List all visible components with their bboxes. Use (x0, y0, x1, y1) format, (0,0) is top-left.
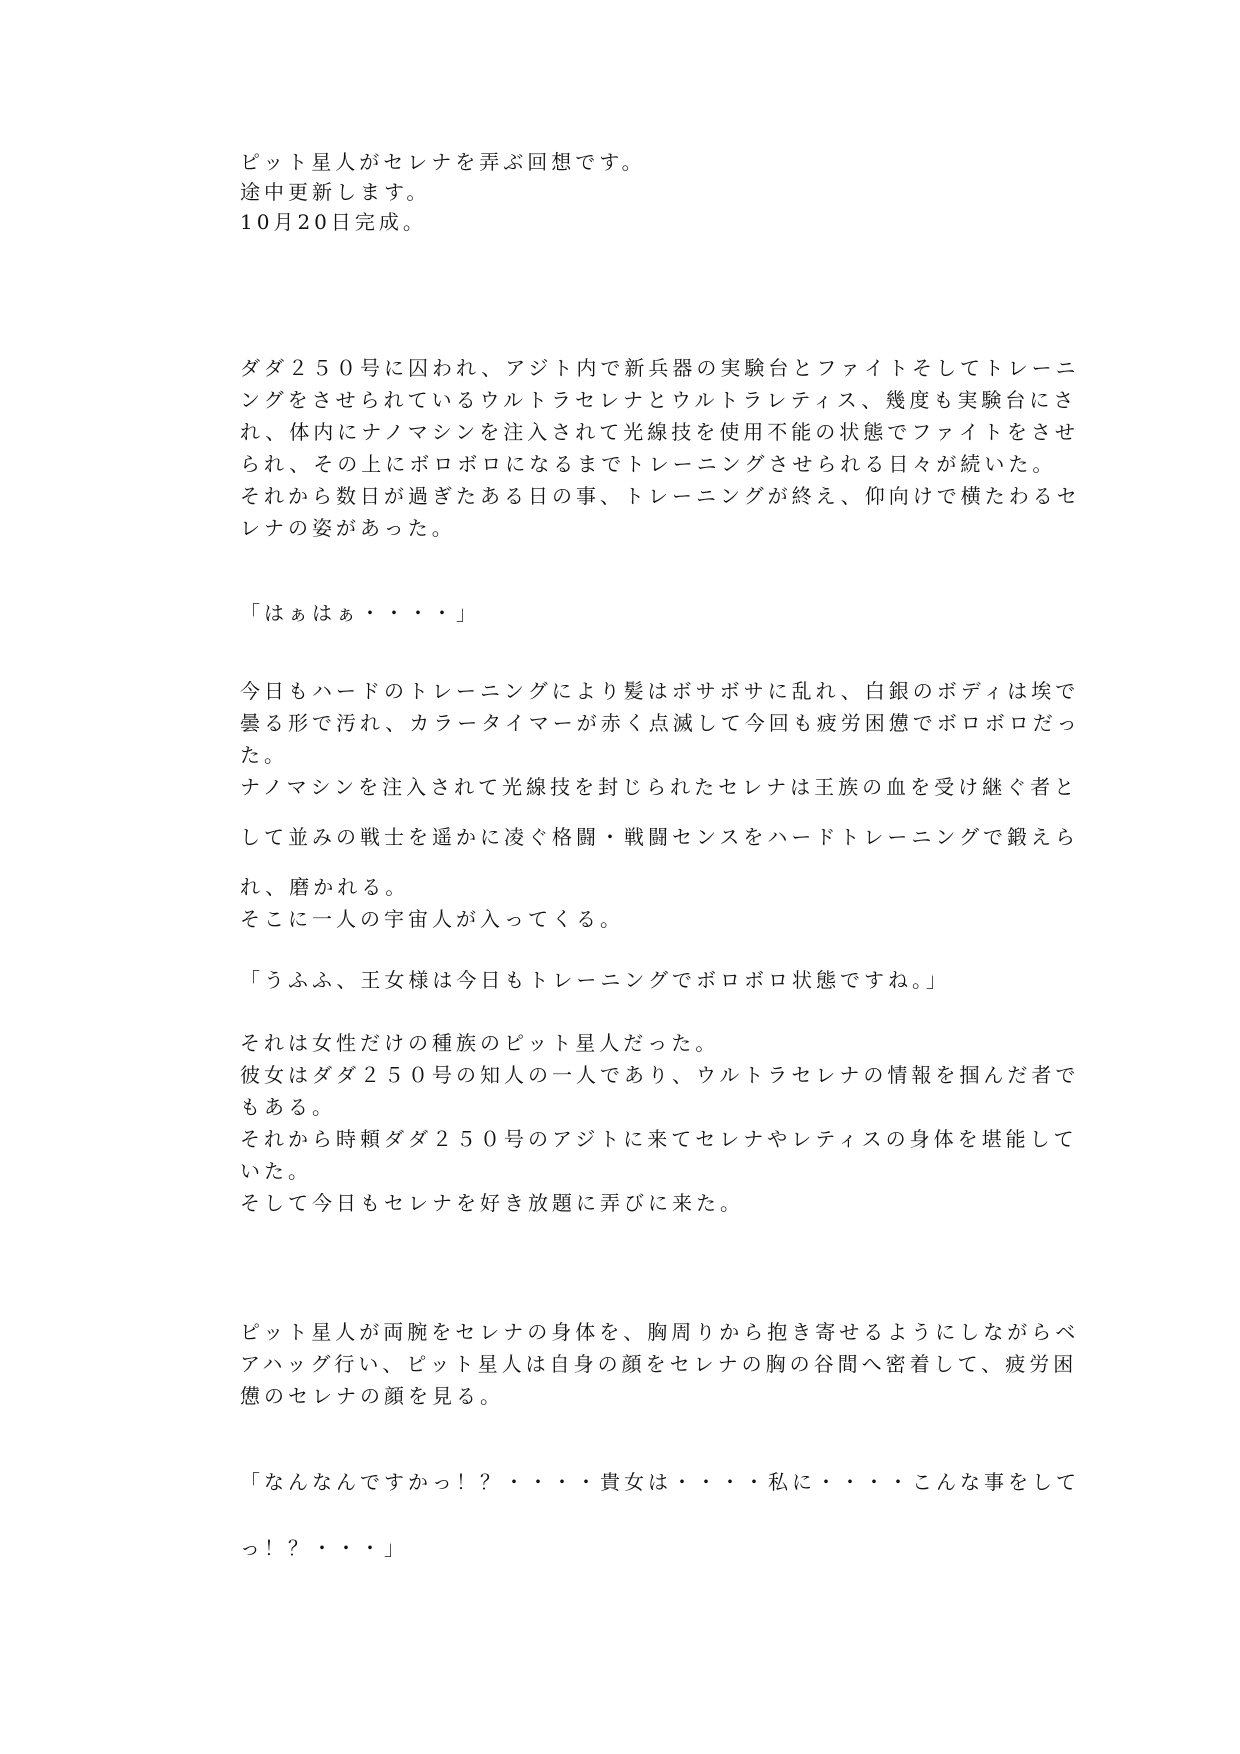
paragraph-line: 彼女はダダ２５０号の知人の一人であり、ウルトラセレナの情報を掴んだ者で (240, 1063, 1080, 1087)
intro-line: 10月20日完成。 (240, 210, 427, 234)
paragraph-line: れ、体内にナノマシンを注入されて光線技を使用不能の状態でファイトをさせ (240, 420, 1079, 444)
paragraph-line: ナノマシンを注入されて光線技を封じられたセレナは王族の血を受け継ぐ者と (240, 775, 1079, 799)
paragraph-line: 曇る形で汚れ、カラータイマーが赤く点滅して今回も疲労困憊でボロボロだっ (240, 711, 1081, 735)
paragraph-line: そこに一人の宇宙人が入ってくる。 (240, 907, 624, 931)
paragraph-line: ングをさせられているウルトラセレナとウルトラレティス、幾度も実験台にさ (240, 388, 1078, 412)
intro-line: ピット星人がセレナを弄ぶ回想です。 (240, 150, 646, 174)
intro-line: 途中更新します。 (240, 180, 431, 204)
paragraph-line: た。 (240, 743, 288, 767)
paragraph-line: ピット星人が両腕をセレナの身体を、胸周りから抱き寄せるようにしながらベ (240, 1320, 1080, 1344)
paragraph-line: れ、磨かれる。 (240, 875, 410, 899)
paragraph-line: もある。 (240, 1095, 336, 1119)
paragraph-line: 今日もハードのトレーニングにより髪はボサボサに乱れ、白銀のボディは埃で (240, 679, 1080, 703)
paragraph-line: それから数日が過ぎたある日の事、トレーニングが終え、仰向けで横たわるセ (240, 484, 1081, 508)
paragraph-line: ダダ２５０号に囚われ、アジト内で新兵器の実験台とファイトそしてトレーニ (240, 356, 1080, 380)
paragraph-line: いた。 (240, 1159, 312, 1183)
paragraph-line: それは女性だけの種族のピット星人だった。 (240, 1031, 720, 1055)
dialogue-line: っ！？・・・」 (240, 1536, 408, 1560)
paragraph-line: アハッグ行い、ピット星人は自身の顔をセレナの胸の谷間へ密着して、疲労困 (240, 1352, 1078, 1376)
paragraph-line: そして今日もセレナを好き放題に弄びに来た。 (240, 1191, 744, 1215)
paragraph-line: レナの姿があった。 (240, 516, 456, 540)
dialogue-line: 「うふふ、王女様は今日もトレーニングでボロボロ状態ですね。」 (240, 968, 950, 992)
paragraph-line: られ、その上にボロボロになるまでトレーニングさせられる日々が続いた。 (240, 452, 1057, 476)
dialogue-line: 「なんなんですかっ！？・・・・貴女は・・・・私に・・・・こんな事をして (240, 1470, 1080, 1494)
dialogue-line: 「はぁはぁ・・・・」 (240, 601, 480, 625)
paragraph-line: 憊のセレナの顔を見る。 (240, 1384, 504, 1408)
paragraph-line: それから時頼ダダ２５０号のアジトに来てセレナやレティスの身体を堪能して (240, 1127, 1078, 1151)
paragraph-line: して並みの戦士を遥かに凌ぐ格闘・戦闘センスをハードトレーニングで鍛えら (240, 825, 1079, 849)
